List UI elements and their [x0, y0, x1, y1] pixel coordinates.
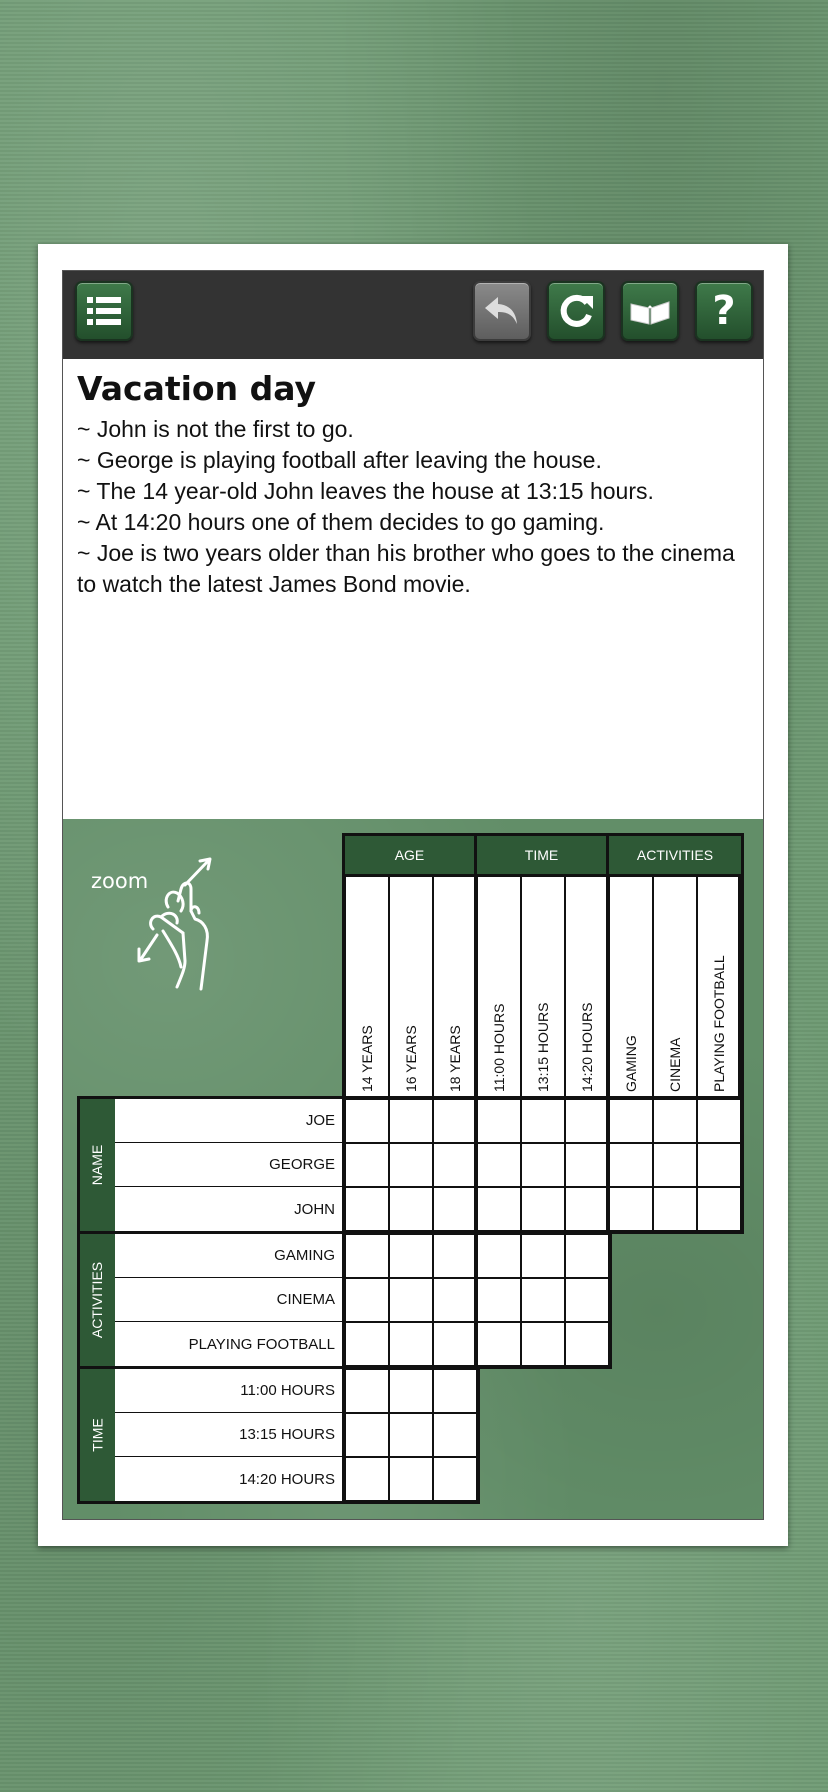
puzzle-frame — [62, 270, 764, 1520]
zoom-label: zoom — [91, 869, 149, 893]
column-label — [697, 874, 741, 1099]
grid-cell[interactable] — [433, 1322, 477, 1366]
grid-cell[interactable] — [389, 1099, 433, 1143]
column-label — [609, 874, 653, 1099]
grid-cell[interactable] — [521, 1143, 565, 1187]
column-label-text: CINEMA — [667, 1037, 683, 1092]
row-group-header — [80, 1099, 115, 1231]
grid-cell[interactable] — [345, 1234, 389, 1278]
help-icon: ? — [712, 288, 736, 334]
column-label — [653, 874, 697, 1099]
column-label-text: 11:00 HOURS — [491, 1003, 507, 1092]
column-label-text: GAMING — [623, 1035, 639, 1092]
grid-cell[interactable] — [389, 1369, 433, 1413]
row-label-5: PLAYING FOOTBALL — [115, 1322, 345, 1366]
grid-cell[interactable] — [653, 1143, 697, 1187]
grid-cell[interactable] — [565, 1278, 609, 1322]
row-group-header — [80, 1369, 115, 1501]
clue-2: ~ George is playing football after leaving the house. — [77, 447, 602, 473]
row-label-4: CINEMA — [115, 1278, 345, 1322]
toolbar — [63, 271, 763, 359]
grid-cell[interactable] — [477, 1322, 521, 1366]
column-label — [433, 874, 477, 1099]
grid-cell[interactable] — [389, 1187, 433, 1231]
row-label-3: GAMING — [115, 1234, 345, 1278]
grid-cell[interactable] — [345, 1369, 389, 1413]
logic-grid-board — [63, 819, 763, 1520]
column-label — [389, 874, 433, 1099]
grid-cell[interactable] — [389, 1457, 433, 1501]
grid-cell[interactable] — [521, 1322, 565, 1366]
menu-button[interactable] — [75, 281, 133, 341]
column-group-header: TIME — [477, 836, 609, 874]
grid-cell[interactable] — [345, 1457, 389, 1501]
refresh-icon — [556, 291, 596, 331]
clues-panel — [77, 369, 749, 799]
row-label-6: 11:00 HOURS — [115, 1369, 345, 1413]
puzzle-title: Vacation day — [77, 369, 316, 408]
grid-cell[interactable] — [389, 1278, 433, 1322]
grid-cell[interactable] — [521, 1187, 565, 1231]
grid-cell[interactable] — [477, 1187, 521, 1231]
grid-cell[interactable] — [477, 1234, 521, 1278]
row-group-label: TIME — [89, 1418, 106, 1452]
book-icon — [628, 296, 672, 326]
grid-cell[interactable] — [433, 1413, 477, 1457]
grid-cell[interactable] — [609, 1143, 653, 1187]
reset-button[interactable] — [547, 281, 605, 341]
column-group-header: ACTIVITIES — [609, 836, 741, 874]
grid-cell[interactable] — [653, 1187, 697, 1231]
row-group-label: ACTIVITIES — [89, 1261, 106, 1339]
grid-cell[interactable] — [345, 1413, 389, 1457]
grid-cell[interactable] — [389, 1234, 433, 1278]
rules-book-button[interactable] — [621, 281, 679, 341]
grid-cell[interactable] — [697, 1099, 741, 1143]
grid-cell[interactable] — [345, 1278, 389, 1322]
grid-cell[interactable] — [521, 1099, 565, 1143]
grid-cell[interactable] — [389, 1143, 433, 1187]
grid-cell[interactable] — [477, 1143, 521, 1187]
column-label — [345, 874, 389, 1099]
puzzle-card — [38, 244, 788, 1546]
column-label-text: 14:20 HOURS — [579, 1002, 595, 1092]
grid-cell[interactable] — [389, 1413, 433, 1457]
grid-cell[interactable] — [345, 1187, 389, 1231]
grid-cell[interactable] — [433, 1099, 477, 1143]
grid-cell[interactable] — [433, 1278, 477, 1322]
row-label-7: 13:15 HOURS — [115, 1413, 345, 1457]
grid-cell[interactable] — [609, 1187, 653, 1231]
clue-1: ~ John is not the first to go. — [77, 416, 354, 442]
column-label-text: 14 YEARS — [359, 1025, 375, 1092]
help-button[interactable] — [695, 281, 753, 341]
grid-cell[interactable] — [433, 1234, 477, 1278]
grid-cell[interactable] — [653, 1099, 697, 1143]
column-label-text: 13:15 HOURS — [535, 1002, 551, 1092]
row-label-1: GEORGE — [115, 1143, 345, 1187]
column-label-text: PLAYING FOOTBALL — [711, 955, 727, 1092]
grid-cell[interactable] — [565, 1099, 609, 1143]
grid-cell[interactable] — [389, 1322, 433, 1366]
grid-cell[interactable] — [433, 1457, 477, 1501]
column-label-text: 16 YEARS — [403, 1025, 419, 1092]
grid-cell[interactable] — [609, 1099, 653, 1143]
grid-cell[interactable] — [521, 1278, 565, 1322]
grid-cell[interactable] — [697, 1143, 741, 1187]
grid-cell[interactable] — [433, 1369, 477, 1413]
column-label — [521, 874, 565, 1099]
grid-cell[interactable] — [477, 1099, 521, 1143]
clue-4: ~ At 14:20 hours one of them decides to go gaming. — [77, 509, 605, 535]
column-group-header: AGE — [345, 836, 477, 874]
grid-cell[interactable] — [433, 1143, 477, 1187]
row-label-8: 14:20 HOURS — [115, 1457, 345, 1501]
clue-5: ~ Joe is two years older than his brother who goes to the cinema to watch the latest James Bond movie. — [77, 540, 735, 597]
grid-cell[interactable] — [565, 1187, 609, 1231]
grid-cell[interactable] — [345, 1322, 389, 1366]
undo-button[interactable] — [473, 281, 531, 341]
grid-cell[interactable] — [345, 1099, 389, 1143]
row-group-label: NAME — [89, 1144, 106, 1186]
grid-cell[interactable] — [433, 1187, 477, 1231]
grid-cell[interactable] — [477, 1278, 521, 1322]
clue-3: ~ The 14 year-old John leaves the house at 13:15 hours. — [77, 478, 654, 504]
list-icon — [85, 294, 123, 328]
column-label — [477, 874, 521, 1099]
row-label-2: JOHN — [115, 1187, 345, 1231]
grid-cell[interactable] — [521, 1234, 565, 1278]
column-label-text: 18 YEARS — [447, 1025, 463, 1092]
undo-arrow-icon — [482, 293, 522, 329]
column-label — [565, 874, 609, 1099]
row-label-0: JOE — [115, 1099, 345, 1143]
pinch-zoom-icon — [133, 849, 243, 994]
grid-cell[interactable] — [565, 1322, 609, 1366]
row-group-header — [80, 1234, 115, 1366]
grid-cell[interactable] — [565, 1143, 609, 1187]
grid-cell[interactable] — [565, 1234, 609, 1278]
grid-cell[interactable] — [697, 1187, 741, 1231]
grid-cell[interactable] — [345, 1143, 389, 1187]
